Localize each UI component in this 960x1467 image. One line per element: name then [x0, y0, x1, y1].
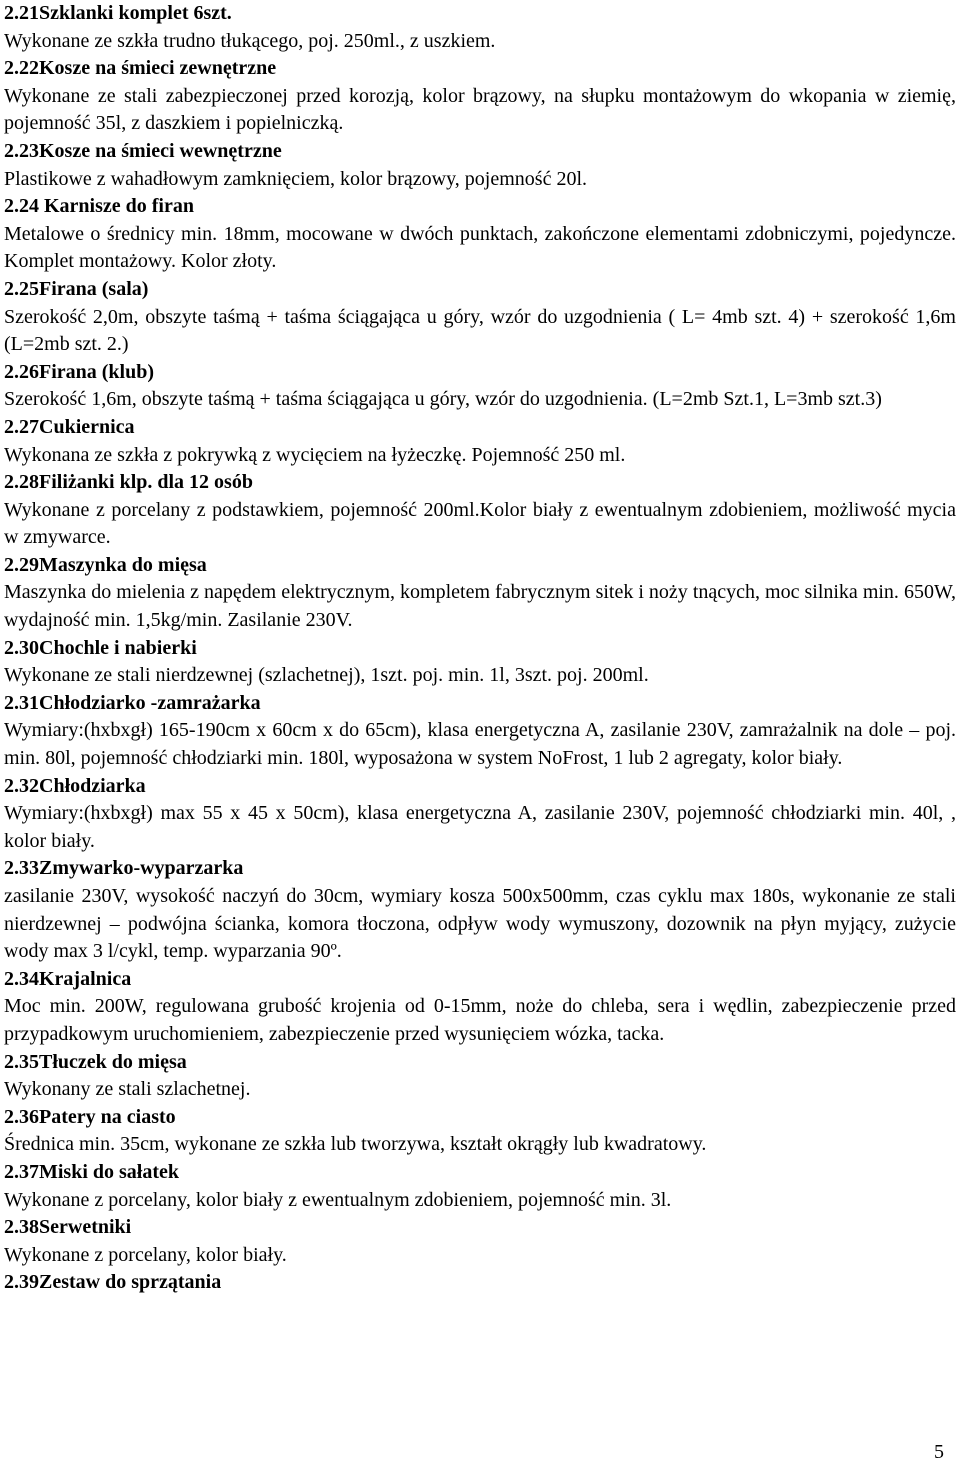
spec-item [4, 855, 956, 965]
spec-item [4, 359, 956, 414]
item-description: zasilanie 230V, wysokość naczyń do 30cm, wymiary kosza 500x500mm, czas cyklu max 180s, wykonanie ze stali nierdzewnej – podwójna ścianka, komora tłoczona, odpływ wody wymuszony, dozownik na płyn myjący, zużycie wody max 3 l/cykl, temp. wyparzania 90º. [4, 885, 956, 963]
item-heading: 2.28Filiżanki klp. dla 12 osób [4, 471, 253, 494]
item-heading: 2.22Kosze na śmieci zewnętrzne [4, 57, 277, 80]
item-description: Wymiary:(hxbxgł) 165-190cm x 60cm x do 65cm), klasa energetyczna A, zasilanie 230V, zamrażalnik na dole – poj. min. 80l, pojemność chłodziarki min. 180l, wyposażona w system NoFrost, 1 lub 2 agregaty, kolor biały. [4, 719, 956, 770]
item-heading: 2.33Zmywarko-wyparzarka [4, 857, 244, 880]
item-heading: 2.21Szklanki komplet 6szt. [4, 2, 232, 24]
item-heading: 2.36Patery na ciasto [4, 1105, 176, 1128]
item-description: Wykonane ze stali nierdzewnej (szlachetnej), 1szt. poj. min. 1l, 3szt. poj. 200ml. [4, 664, 649, 687]
spec-item [4, 55, 956, 138]
item-description: Szerokość 2,0m, obszyte taśmą + taśma ściągająca u góry, wzór do uzgodnienia ( L= 4mb szt. 4) + szerokość 1,6m (L=2mb szt. 2.) [4, 305, 956, 356]
item-heading: 2.32Chłodziarka [4, 774, 146, 797]
item-heading: 2.34Krajalnica [4, 967, 132, 990]
item-description: Wykonana ze szkła z pokrywką z wycięciem na łyżeczkę. Pojemność 250 ml. [4, 443, 626, 466]
item-description: Wykonane ze stali zabezpieczonej przed korozją, kolor brązowy, na słupku montażowym do wkopania w ziemię, pojemność 35l, z daszkiem i popielniczką. [4, 84, 956, 135]
spec-item [4, 773, 956, 856]
spec-item [4, 1269, 956, 1297]
spec-item [4, 0, 956, 55]
item-description: Wykonane z porcelany, kolor biały z ewentualnym zdobieniem, pojemność min. 3l. [4, 1188, 672, 1211]
spec-item [4, 276, 956, 359]
spec-item [4, 1049, 956, 1104]
item-heading: 2.39Zestaw do sprzątania [4, 1271, 222, 1294]
item-description: Metalowe o średnicy min. 18mm, mocowane w dwóch punktach, zakończone elementami zdobniczymi, pojedyncze. Komplet montażowy. Kolor złoty. [4, 222, 956, 273]
item-description: Wykonane z porcelany z podstawkiem, pojemność 200ml.Kolor biały z ewentualnym zdobieniem, możliwość mycia w zmywarce. [4, 498, 956, 549]
spec-item [4, 193, 956, 276]
spec-item [4, 138, 956, 193]
item-heading: 2.38Serwetniki [4, 1216, 132, 1239]
item-description: Wymiary:(hxbxgł) max 55 x 45 x 50cm), klasa energetyczna A, zasilanie 230V, pojemność chłodziarki min. 40l, , kolor biały. [4, 802, 956, 852]
item-description: Wykonany ze stali szlachetnej. [4, 1078, 251, 1101]
item-heading: 2.25Firana (sala) [4, 277, 149, 300]
spec-item [4, 1214, 956, 1269]
item-heading: 2.37Miski do sałatek [4, 1160, 180, 1183]
item-heading: 2.35Tłuczek do mięsa [4, 1050, 187, 1073]
spec-item [4, 1104, 956, 1159]
item-heading: 2.23Kosze na śmieci wewnętrzne [4, 139, 282, 162]
spec-item [4, 414, 956, 469]
spec-item [4, 966, 956, 1049]
item-description: Wykonane ze szkła trudno tłukącego, poj. 250ml., z uszkiem. [4, 29, 496, 52]
spec-item [4, 552, 956, 635]
item-heading: 2.29Maszynka do mięsa [4, 553, 207, 576]
item-description: Szerokość 1,6m, obszyte taśmą + taśma ściągająca u góry, wzór do uzgodnienia. (L=2mb Szt.1, L=3mb szt.3) [4, 388, 882, 411]
item-heading: 2.30Chochle i nabierki [4, 636, 197, 659]
spec-item [4, 635, 956, 690]
item-description: Maszynka do mielenia z napędem elektrycznym, kompletem fabrycznym sitek i noży tnących, moc silnika min. 650W, wydajność min. 1,5kg/min. Zasilanie 230V. [4, 581, 956, 632]
item-description: Moc min. 200W, regulowana grubość krojenia od 0-15mm, noże do chleba, sera i wędlin, zabezpieczenie przed przypadkowym uruchomieniem, zabezpieczenie przed wysunięciem wózka, tacka. [4, 995, 956, 1045]
item-description: Średnica min. 35cm, wykonane ze szkła lub tworzywa, kształt okrągły lub kwadratowy. [4, 1133, 707, 1156]
spec-item [4, 690, 956, 773]
item-heading: 2.31Chłodziarko -zamrażarka [4, 691, 261, 714]
spec-item [4, 1159, 956, 1214]
item-description: Wykonane z porcelany, kolor biały. [4, 1243, 287, 1266]
page-number: 5 [934, 1441, 944, 1463]
item-description: Plastikowe z wahadłowym zamknięciem, kolor brązowy, pojemność 20l. [4, 167, 587, 190]
document-page [4, 0, 956, 1297]
spec-item [4, 469, 956, 552]
item-heading: 2.24 Karnisze do firan [4, 195, 194, 218]
item-heading: 2.26Firana (klub) [4, 360, 155, 383]
item-heading: 2.27Cukiernica [4, 415, 135, 438]
